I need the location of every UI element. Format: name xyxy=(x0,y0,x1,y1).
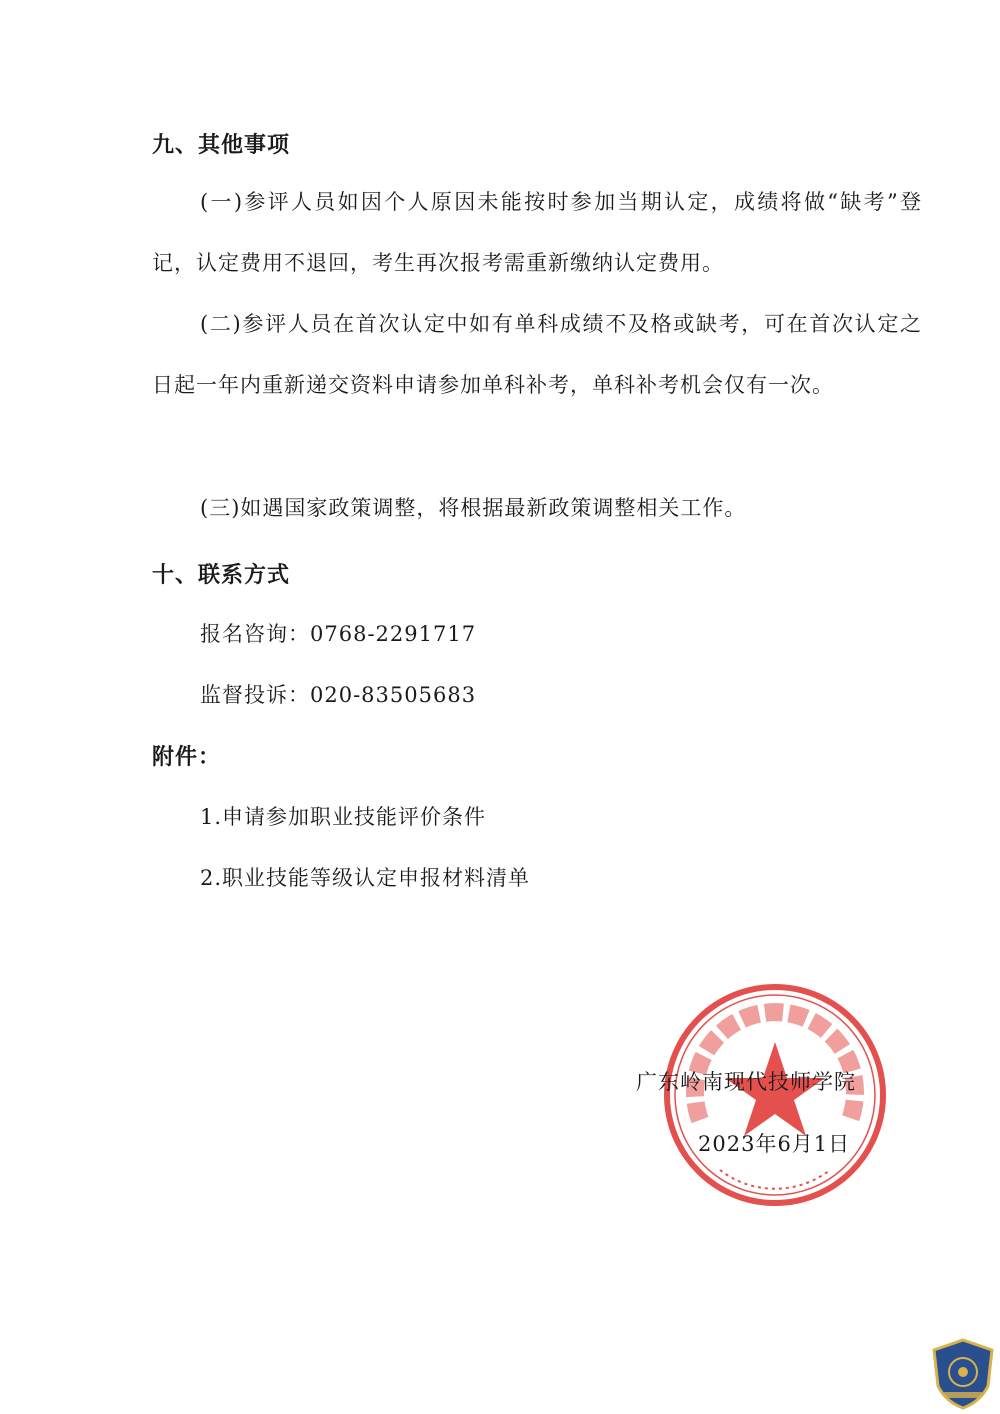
signature-date: 2023年6月1日 xyxy=(698,1132,851,1156)
section-heading-contact: 十、联系方式 xyxy=(152,563,291,588)
section-heading-other: 九、其他事项 xyxy=(152,133,291,158)
attachment-item-1: 1.申请参加职业技能评价条件 xyxy=(200,805,487,829)
paragraph-item-2: (二)参评人员在首次认定中如有单科成绩不及格或缺考，可在首次认定之日起一年内重新递交资料申请参加单科补考，单科补考机会仅有一次。 xyxy=(152,312,922,397)
school-badge-icon xyxy=(930,1338,996,1410)
paragraph-item-3: (三)如遇国家政策调整，将根据最新政策调整相关工作。 xyxy=(200,496,747,520)
attachment-item-2: 2.职业技能等级认定申报材料清单 xyxy=(200,866,531,890)
paragraph-item-1: (一)参评人员如因个人原因未能按时参加当期认定，成绩将做“缺考”登记，认定费用不退回，考生再次报考需重新缴纳认定费用。 xyxy=(152,190,922,275)
contact-signup-line: 报名咨询：0768-2291717 xyxy=(200,622,477,646)
contact-supervise-line: 监督投诉：020-83505683 xyxy=(200,683,477,707)
signature-org: 广东岭南现代技师学院 xyxy=(636,1070,856,1094)
attachments-heading: 附件： xyxy=(152,745,222,770)
